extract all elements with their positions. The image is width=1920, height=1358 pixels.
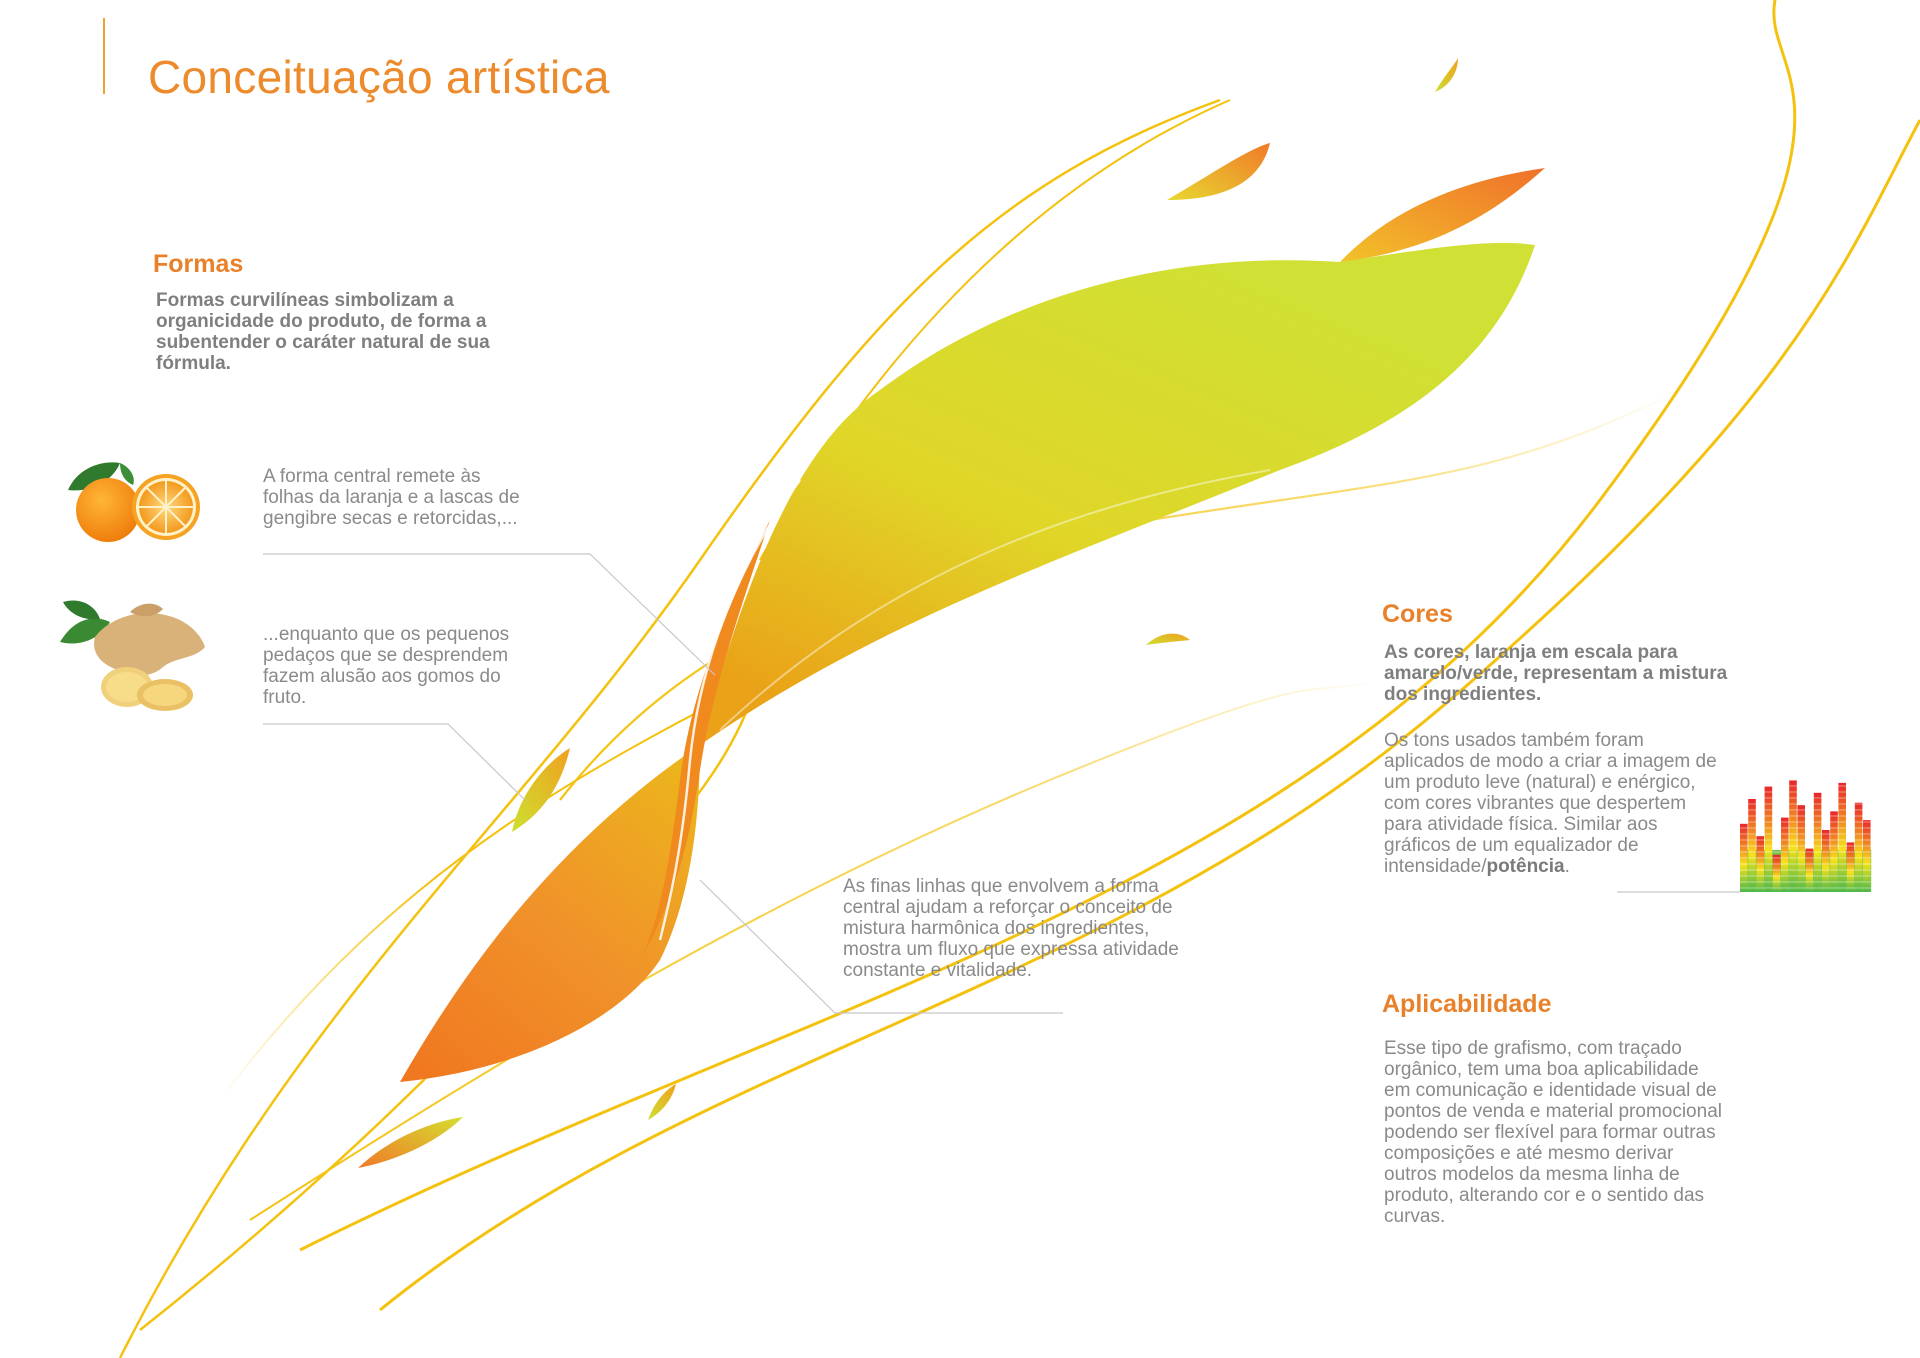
petal-right [1146,634,1190,645]
title-accent-bar [103,18,105,94]
equalizer-bar [1797,805,1805,892]
equalizer-bar [1789,780,1797,892]
cores-title: Cores [1382,600,1453,628]
equalizer-bar [1847,842,1855,892]
connector-note-pieces [263,724,525,800]
aplicabilidade-description: Esse tipo de grafismo, com traçado orgânico, tem uma boa aplicabilidade em comunicação e identidade visual de pontos de venda e material promocional podendo ser flexível para formar outras composições e até mesmo derivar outros modelos da mesma linha de produto, alterando cor e o sentido das curvas. [1384,1038,1722,1227]
equalizer-bar [1822,830,1830,892]
cores-emphasis: potência [1486,856,1565,877]
ginger-root-icon [55,597,210,722]
petal-top-small [1435,58,1458,92]
cores-description [1384,730,1729,877]
equalizer-bar [1863,820,1871,892]
petal-top [1167,143,1270,200]
cores-description-text: Os tons usados também foram aplicados de modo a criar a imagem de um produto leve (natural) e enérgico, com cores vibrantes que despertem para atividade física. Similar aos gráficos de um equalizador de intensidade/ [1384,730,1717,877]
cores-description-end: . [1564,856,1570,877]
petal-lower [648,1084,676,1120]
formas-description: Formas curvilíneas simbolizam a organicidade do produto, de forma a subentender o caráter natural de sua fórmula. [156,290,490,374]
cores-lead: As cores, laranja em escala para amarelo/verde, representam a mistura dos ingredientes. [1384,642,1728,705]
equalizer-bar [1773,855,1781,892]
aplicabilidade-title: Aplicabilidade [1382,990,1552,1018]
note-thin-lines: As finas linhas que envolvem a forma central ajudam a reforçar o conceito de mistura harmônica dos ingredientes, mostra um fluxo que expressa atividade constante e vitalidade. [843,876,1179,981]
note-central-shape: A forma central remete às folhas da laranja e a lascas de gengibre secas e retorcidas,... [263,466,520,529]
equalizer-bar [1781,818,1789,892]
equalizer-bar [1748,799,1756,892]
equalizer-chart-icon [1740,768,1871,892]
formas-title: Formas [153,250,244,278]
equalizer-bar [1814,793,1822,892]
note-detached-pieces: ...enquanto que os pequenos pedaços que se desprendem fazem alusão aos gomos do fruto. [263,624,510,708]
page-title: Conceituação artística [148,51,610,103]
flow-line-left-long [120,100,1220,1358]
orange-fruit-icon [58,455,203,545]
